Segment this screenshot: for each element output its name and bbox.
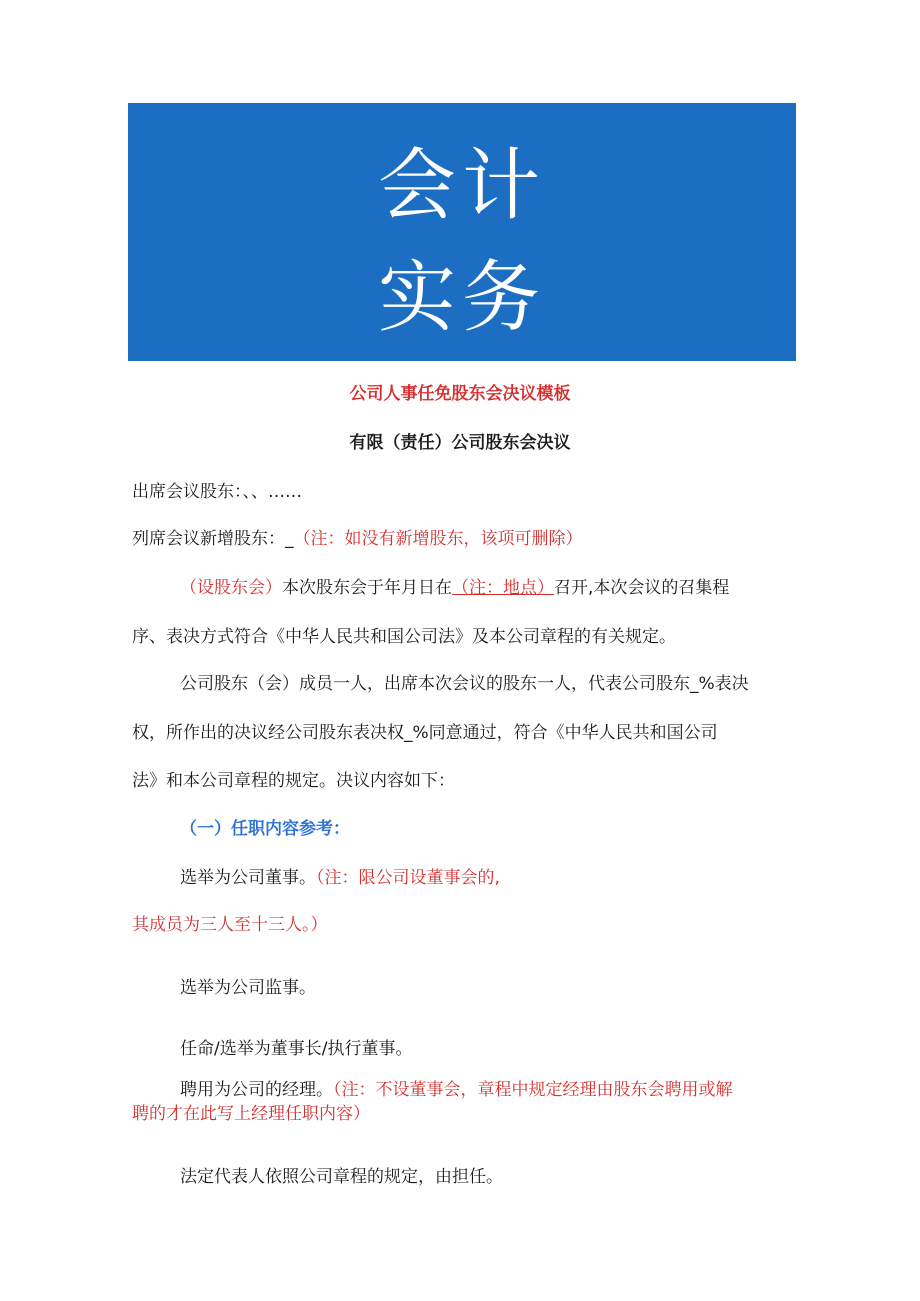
cover-banner [128, 103, 796, 361]
paragraph-1-line-2: 序、表决方式符合《中华人民共和国公司法》及本公司章程的有关规定。 [132, 627, 676, 647]
new-shareholders-note: （注：如没有新增股东，该项可删除） [293, 529, 583, 549]
template-title: 公司人事任免股东会决议模板 [349, 384, 571, 404]
paragraph-1-line-1 [180, 576, 729, 600]
item-supervisor: 选举为公司监事。 [180, 978, 316, 998]
paragraph-2-line-1: 公司股东（会）成员一人，出席本次会议的股东一人，代表公司股东_%表决 [180, 674, 749, 694]
item-director-note-continued: 其成员为三人至十三人。） [132, 915, 328, 935]
item-manager-line [180, 1078, 733, 1102]
item-legal-representative: 法定代表人依照公司章程的规定，由担任。 [180, 1167, 503, 1187]
paragraph-2-line-2: 权，所作出的决议经公司股东表决权_%同意通过，符合《中华人民共和国公司 [132, 723, 718, 743]
item-director-note: （注：限公司设董事会的, [316, 868, 500, 888]
banner-title-line-1: 会计 [377, 141, 546, 231]
item-director-line [180, 866, 500, 890]
section-heading-appointment: （一）任职内容参考： [180, 819, 350, 839]
item-manager-text: 聘用为公司的经理。 [180, 1080, 333, 1100]
item-chairman: 任命/选举为董事长/执行董事。 [180, 1039, 413, 1059]
new-shareholders-label: 列席会议新增股东：_ [132, 529, 294, 549]
item-manager-note-continued: 聘的才在此写上经理任职内容） [132, 1104, 370, 1124]
meeting-convene-text: 召开,本次会议的召集程 [554, 578, 730, 598]
meeting-type-note: （设股东会） [180, 578, 282, 598]
resolution-subtitle: 有限（责任）公司股东会决议 [349, 433, 571, 453]
paragraph-2-line-3: 法》和本公司章程的规定。决议内容如下： [132, 771, 455, 791]
item-director-text: 选举为公司董事。 [180, 868, 316, 888]
new-shareholders-line [132, 527, 583, 551]
banner-title-line-2: 实务 [377, 253, 546, 343]
item-manager-note: （注：不设董事会，章程中规定经理由股东会聘用或解 [333, 1080, 733, 1100]
meeting-location-note: （注：地点） [452, 578, 554, 598]
meeting-date-text: 本次股东会于年月日在 [282, 578, 452, 598]
attending-shareholders: 出席会议股东：、、…… [132, 482, 302, 502]
